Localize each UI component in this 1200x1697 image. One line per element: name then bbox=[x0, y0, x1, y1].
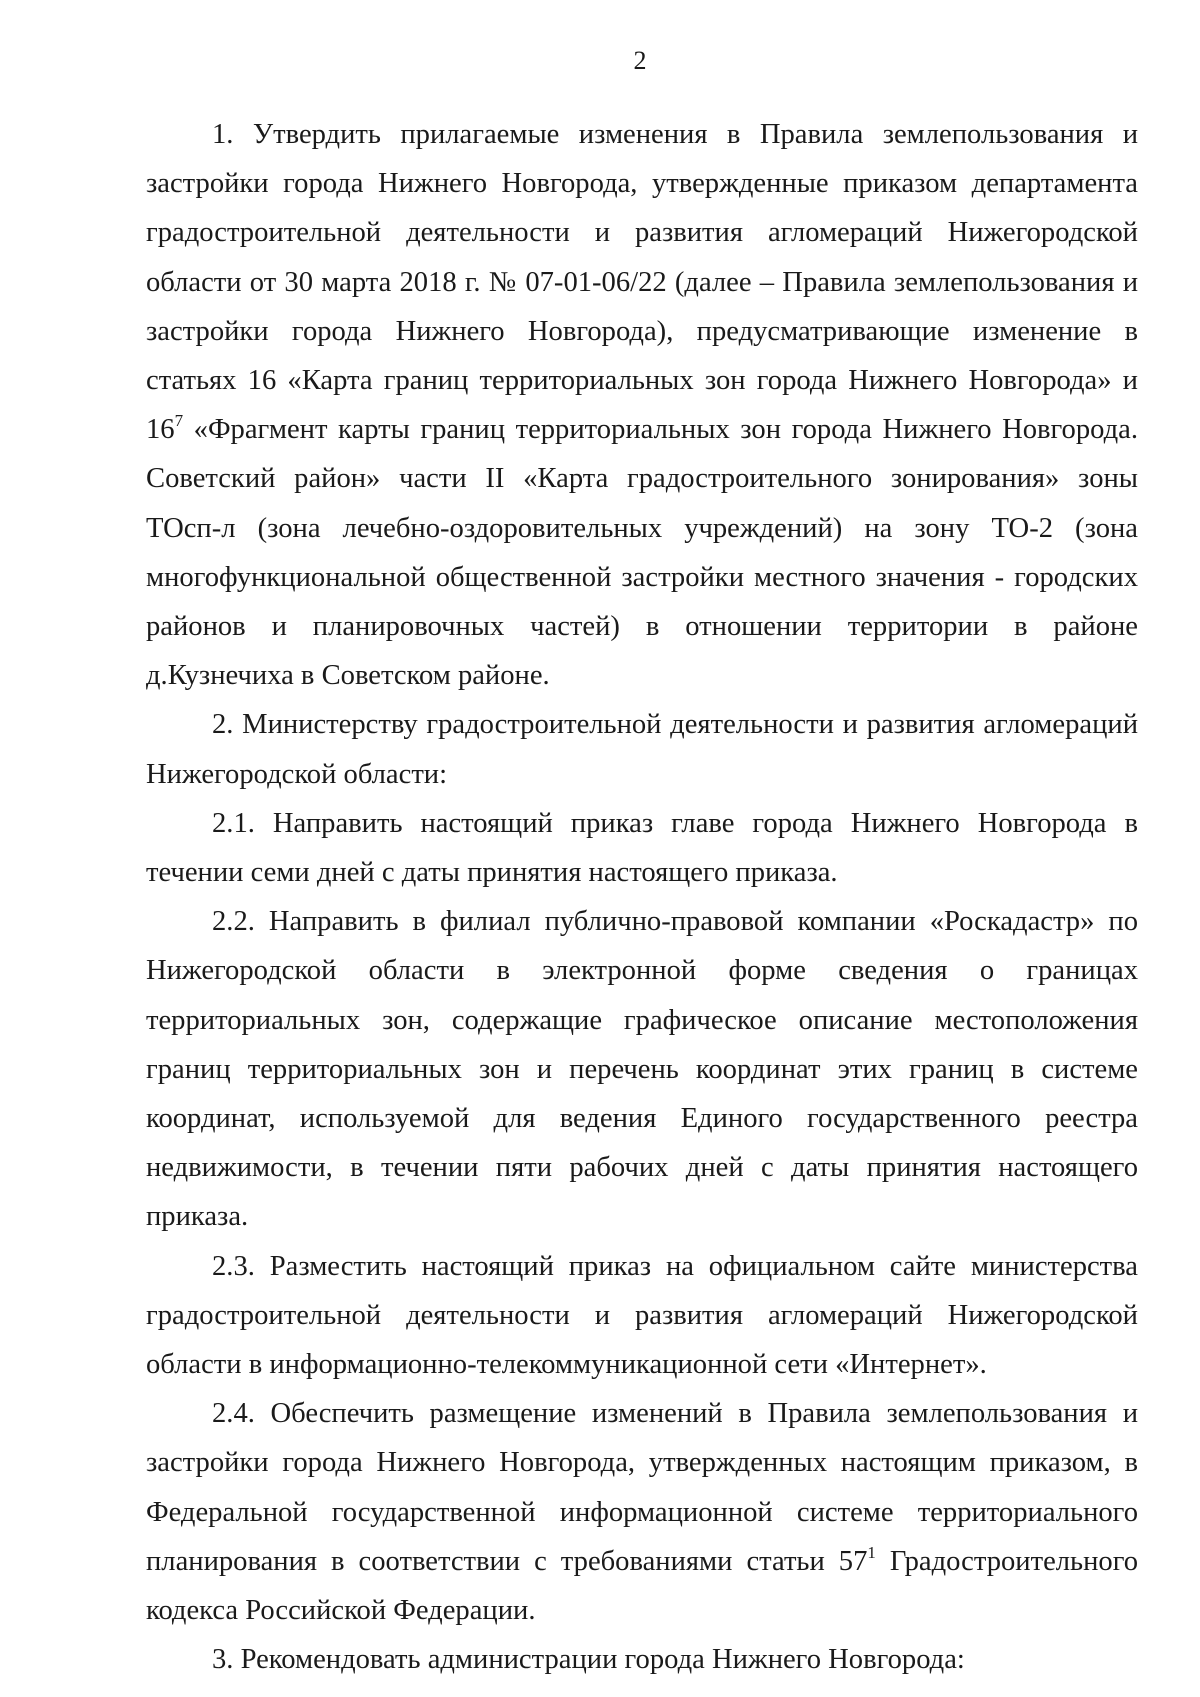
paragraph-1-text-a: 1. Утвердить прилагаемые изменения в Правила землепользования и застройки города Нижнего Новгорода, утвержденные приказом департамента градостроительной деятельности и развития агломераций Нижегородской области от 30 марта 2018 г. № 07-01-06/22 (далее – Правила землепользования и застройки города Нижнего Новгорода), предусматривающие изменение в статьях 16 «Карта границ территориальных зон города Нижнего Новгорода» и 16 bbox=[146, 119, 1138, 446]
page-number: 2 bbox=[633, 46, 647, 75]
document-body bbox=[146, 110, 1138, 1685]
paragraph-1-text-b: «Фрагмент карты границ территориальных зон города Нижнего Новгорода. Советский район» части II «Карта градостроительного зонирования» зоны ТОсп-л (зона лечебно-оздоровительных учреждений) на зону ТО-2 (зона многофункциональной общественной застройки местного значения - городских районов и планировочных частей) в отношении территории в районе д.Кузнечиха в Советском районе. bbox=[146, 414, 1138, 692]
paragraph-2: 2. Министерству градостроительной деятельности и развития агломераций Нижегородской области: bbox=[146, 709, 1138, 790]
article-superscript: 1 bbox=[867, 1542, 876, 1562]
paragraph-2-4 bbox=[146, 1389, 1138, 1635]
paragraph-2-1: 2.1. Направить настоящий приказ главе города Нижнего Новгорода в течении семи дней с даты принятия настоящего приказа. bbox=[146, 807, 1138, 889]
article-superscript: 7 bbox=[174, 411, 184, 431]
paragraph-2-4-text-a: 2.4. Обеспечить размещение изменений в Правила землепользования и застройки города Нижнего Новгорода, утвержденных настоящим приказом, в Федеральной государственной информационной системе территориального планирования в соответствии с требованиями статьи 57 bbox=[146, 1398, 1138, 1577]
paragraph-2-3: 2.3. Разместить настоящий приказ на официальном сайте министерства градостроительной деятельности и развития агломераций Нижегородской области в информационно-телекоммуникационной сети «Интернет». bbox=[146, 1250, 1138, 1381]
paragraph-2-4-text-b: Градостроительного кодекса Российской Федерации. bbox=[146, 1545, 1139, 1627]
paragraph-2-2: 2.2. Направить в филиал публично-правовой компании «Роскадастр» по Нижегородской области в электронной форме сведения о границах территориальных зон, содержащие графическое описание местоположения границ территориальных зон и перечень координат этих границ в системе координат, используемой для ведения Единого государственного реестра недвижимости, в течении пяти рабочих дней с даты принятия настоящего приказа. bbox=[146, 906, 1138, 1233]
paragraph-3: 3. Рекомендовать администрации города Нижнего Новгорода: bbox=[212, 1644, 965, 1676]
paragraph-1 bbox=[146, 110, 1138, 700]
